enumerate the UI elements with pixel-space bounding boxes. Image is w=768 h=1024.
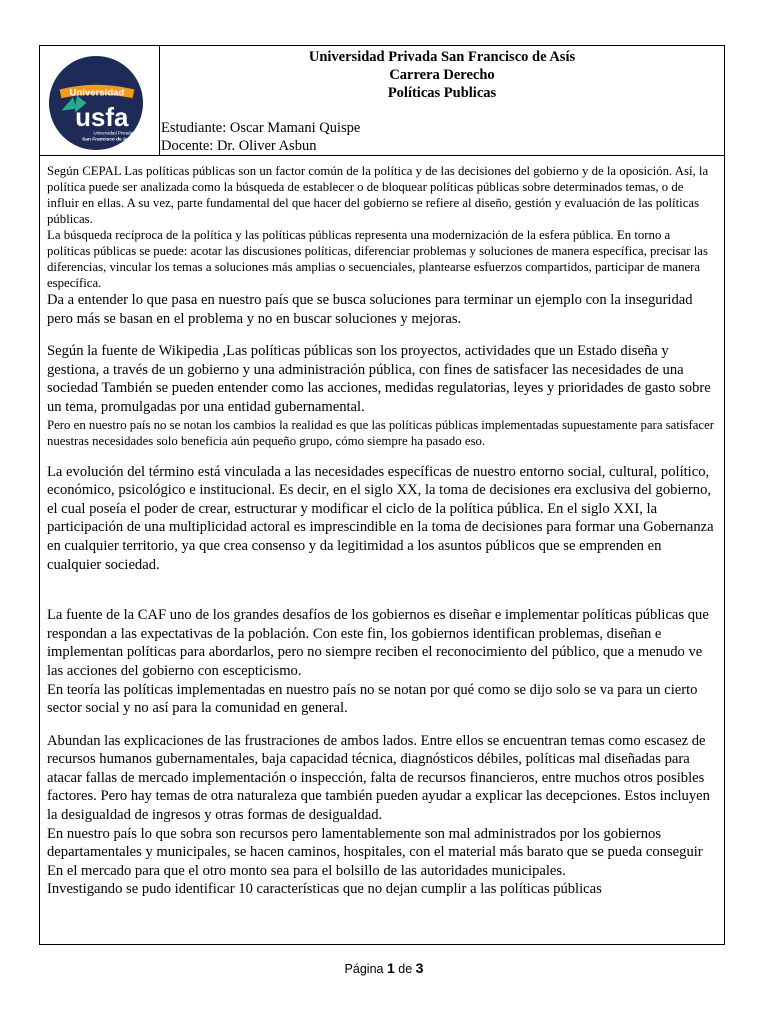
paragraph: Da a entender lo que pasa en nuestro país que se busca soluciones para terminar un ejemplo con la inseguridad pero más se basan en el problema y no en buscar soluciones y mejoras. xyxy=(47,292,693,327)
header-info-cell xyxy=(160,46,724,155)
page-word: Página xyxy=(344,962,384,976)
logo-cell xyxy=(40,46,160,155)
subject-name: Políticas Publicas xyxy=(387,85,497,101)
author-block xyxy=(161,119,360,155)
paragraph: En teoría las políticas implementadas en nuestro país no se notan por qué como se dijo solo se va para un cierto sector social y no así para la comunidad en general. xyxy=(47,681,698,717)
logo-top-text: Universidad xyxy=(69,87,125,99)
career-name: Carrera Derecho xyxy=(389,67,495,83)
paragraph: Según CEPAL Las políticas públicas son un factor común de la política y de las decisiones del gobierno y de la oposición. Así, la política puede ser analizada como la búsqueda de establecer o de bloquear políticas públicas sobre determinados temas, o de influir en ellas. A su vez, parte fundamental del que hacer del gobierno se refiere al diseño, gestión y evaluación de las políticas públicas. xyxy=(47,164,709,226)
document-table xyxy=(39,45,725,945)
university-name: Universidad Privada San Francisco de Asís xyxy=(308,49,576,65)
student-line: Estudiante: Oscar Mamani Quispe xyxy=(161,120,361,136)
paragraph: En nuestro país lo que sobra son recursos pero lamentablemente son mal administrados por los gobiernos departamentales y municipales, se hacen caminos, hospitales, con el material más barato que se pueda conseguir En el mercado para que el otro monto sea para el bolsillo de las autoridades municipales. xyxy=(47,825,703,879)
logo-brand: usfa xyxy=(75,104,129,133)
logo-line1: Universidad Privada xyxy=(93,130,133,136)
logo-line2: San Francisco de Asís xyxy=(82,137,133,143)
paragraph: La búsqueda recíproca de la política y las políticas públicas representa una modernización de la esfera pública. En torno a políticas públicas se puede: acotar las discusiones políticas, diferenciar problemas y soluciones de manera específica, precisar las diferencias, vincular los temas a soluciones más amplias o secuenciales, plantearse esfuerzos compartidos, participar de manera específica. xyxy=(47,228,708,290)
page-footer xyxy=(0,960,768,976)
current-page: 1 xyxy=(386,960,395,976)
teacher-line: Docente: Dr. Oliver Asbun xyxy=(161,138,317,154)
paragraph: Abundan las explicaciones de las frustraciones de ambos lados. Entre ellos se encuentran temas como escasez de recursos humanos gubernamentales, baja capacidad técnica, diagnósticos débiles, políticas mal diseñadas para atacar fallas de mercado implementación o inspección, falta de recursos financieros, entre muchos otros posibles factores. Pero hay temas de otra naturaleza que también pueden ayudar a explicar las decepciones. Estos incluyen la desigualdad de ingresos y otras formas de desigualdad. xyxy=(47,732,710,824)
document-body xyxy=(47,163,715,899)
paragraph: Pero en nuestro país no se notan los cambios la realidad es que las políticas públicas implementadas supuestamente para satisfacer nuestras necesidades solo beneficia aún pequeño grupo, cómo siempre ha pasado eso. xyxy=(47,417,715,448)
of-word: de xyxy=(398,962,413,976)
paragraph: La fuente de la CAF uno de los grandes desafíos de los gobiernos es diseñar e implementar políticas públicas que respondan a las expectativas de la población. Con este fin, los gobiernos identifican problemas, diseñan e implementan políticas para abordarlos, pero no siempre reciben el reconocimiento del público, que a menudo ve las acciones del gobierno con escepticismo. xyxy=(47,607,709,679)
total-pages: 3 xyxy=(415,960,424,976)
paragraph: La evolución del término está vinculada a las necesidades específicas de nuestro entorno social, cultural, político, económico, psicológico e institucional. Es decir, en el siglo XX, la toma de decisiones era exclusiva del gobierno, el cual poseía el poder de crear, estructurar y modificar el ciclo de la política pública. En el siglo XXI, la participación de una multiplicidad actoral es imprescindible en la toma de decisiones para formar una Gobernanza en cualquier territorio, ya que crea consenso y da legitimidad a los asuntos públicos que se emprenden en cualquier sociedad. xyxy=(47,463,714,573)
university-logo xyxy=(48,55,144,151)
paragraph: Según la fuente de Wikipedia ,Las políticas públicas son los proyectos, actividades que un Estado diseña y gestiona, a través de un gobierno y una administración pública, con fines de satisfacer las necesidades de una sociedad También se pueden entender como las acciones, medidas regulatorias, leyes y prioridades de gasto sobre un tema, promulgadas por una entidad gubernamental. xyxy=(47,343,711,415)
header-row xyxy=(40,46,724,156)
paragraph: Investigando se pudo identificar 10 características que no dejan cumplir a las políticas públicas xyxy=(47,881,602,898)
